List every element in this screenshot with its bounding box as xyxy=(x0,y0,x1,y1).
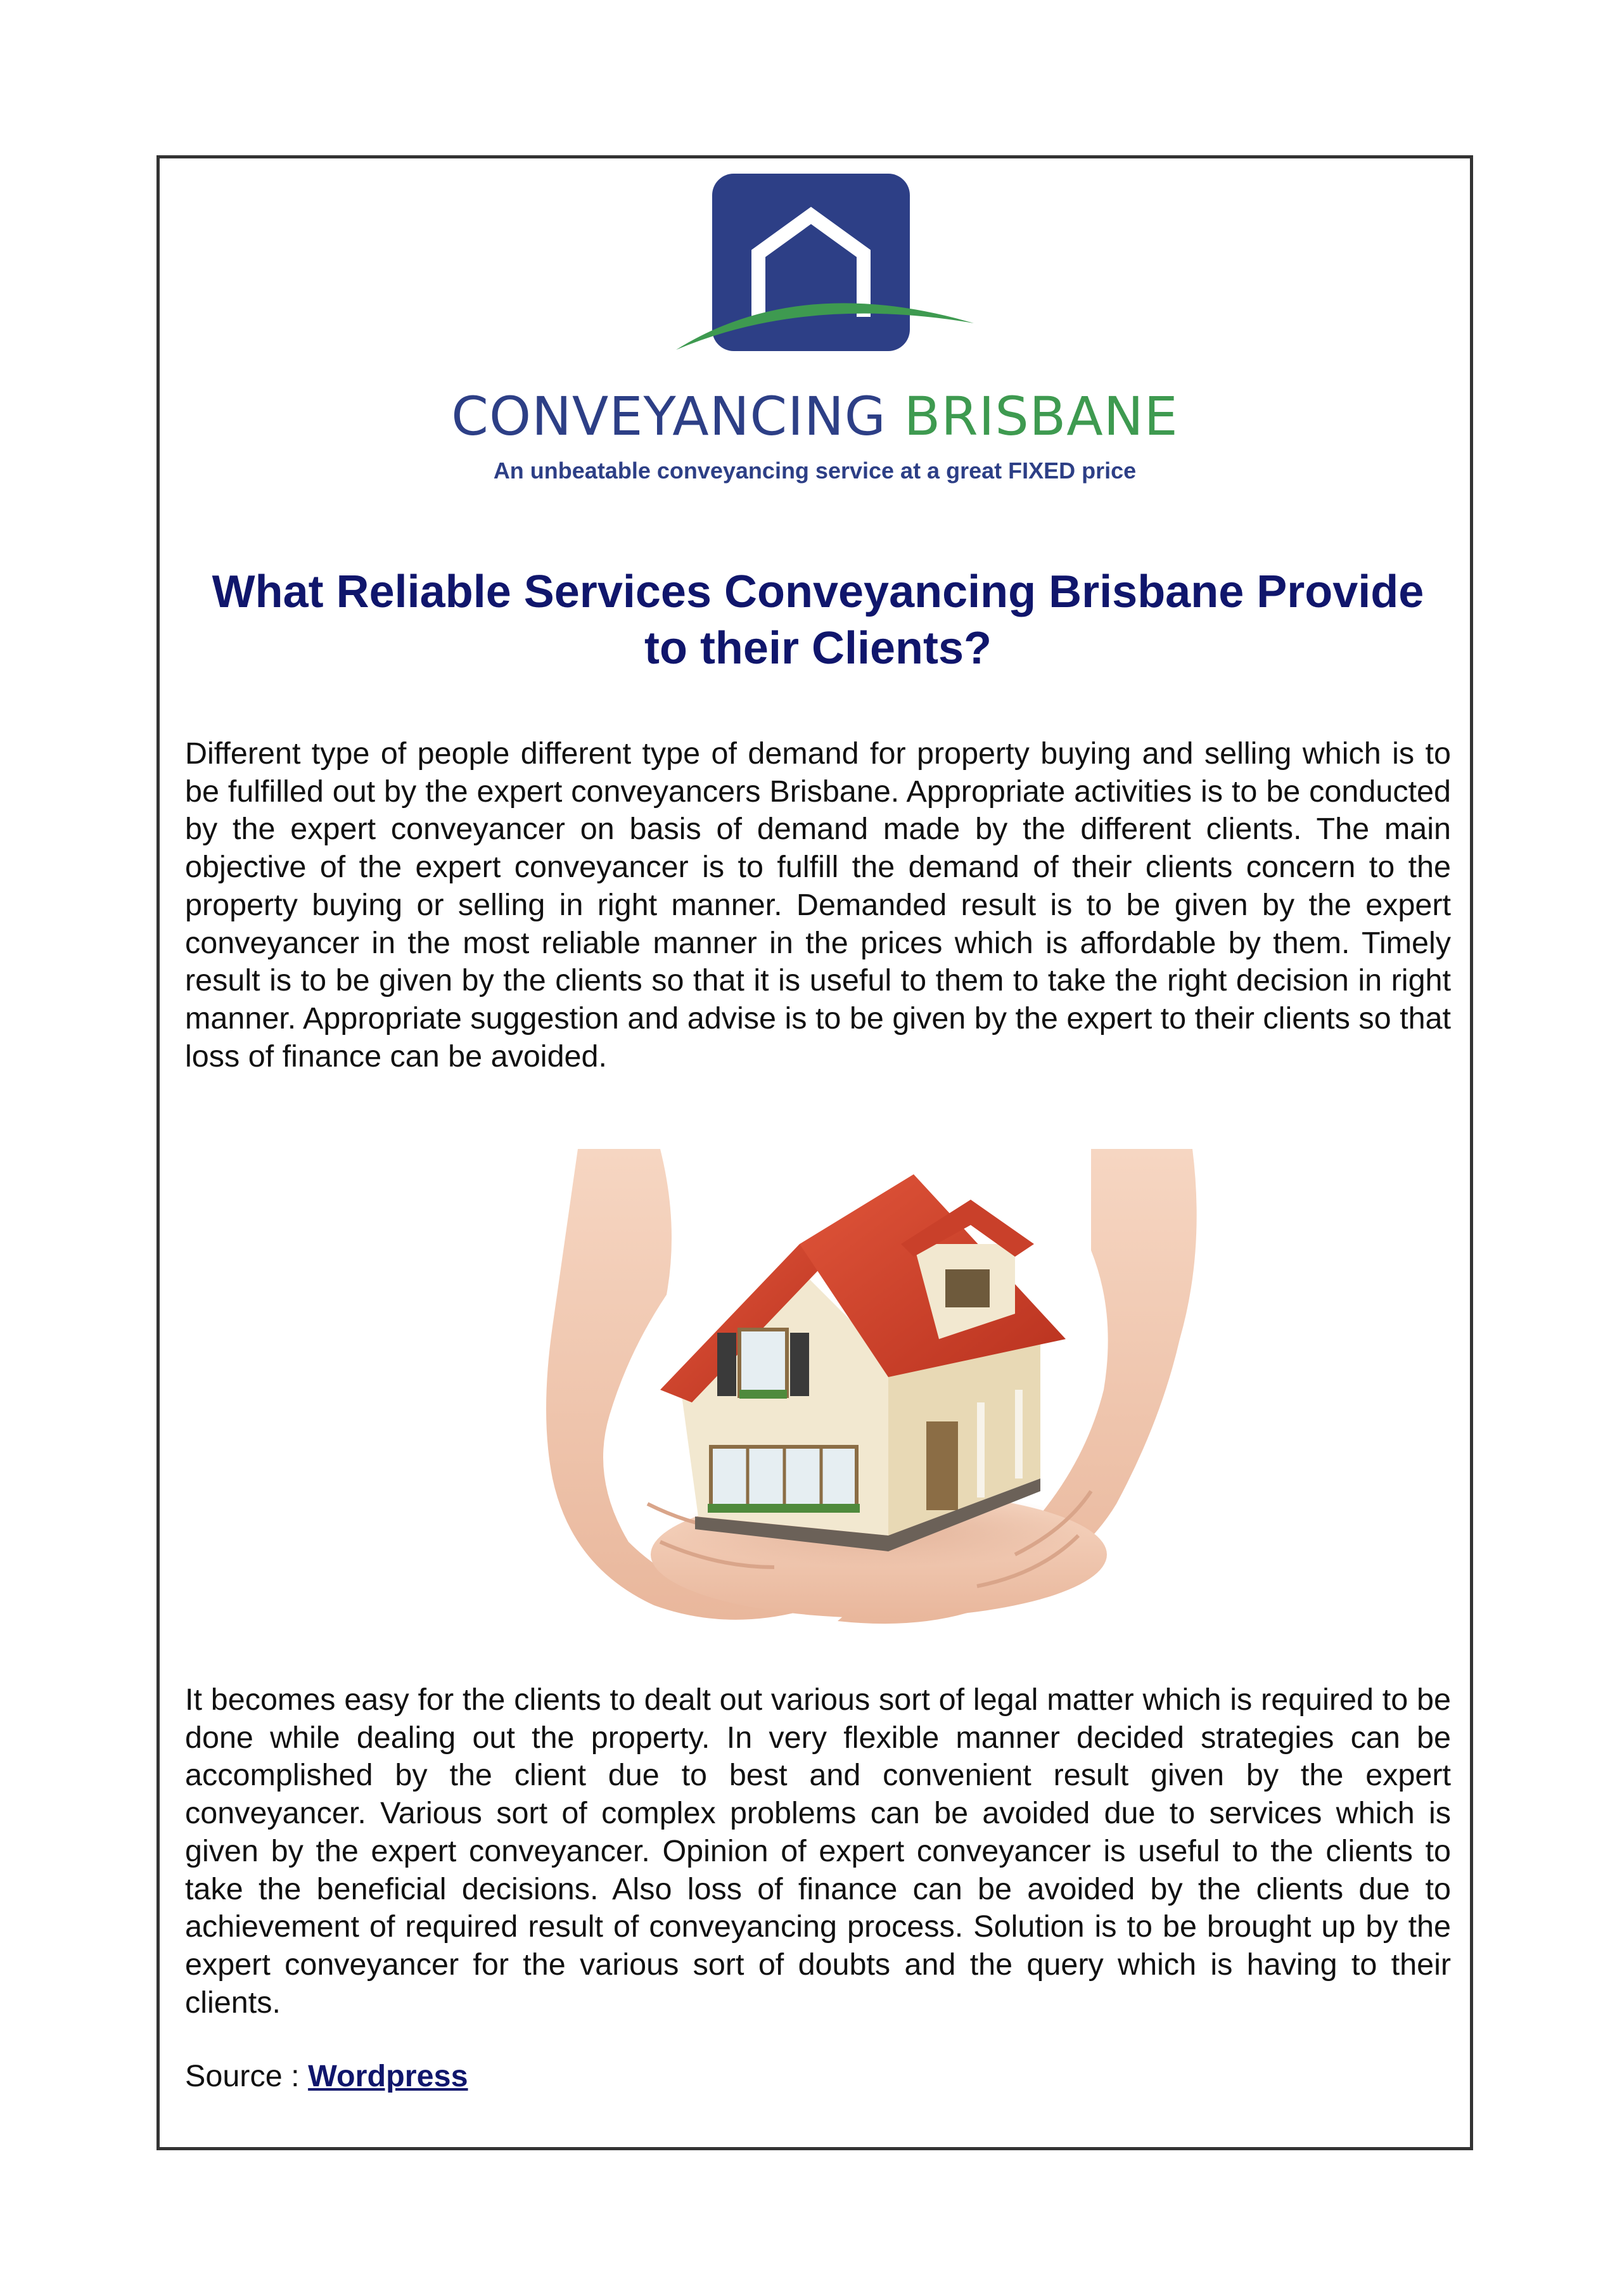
hands-holding-house-image xyxy=(533,1149,1224,1643)
article-title: What Reliable Services Conveyancing Brisbane Provide to their Clients? xyxy=(212,567,1424,674)
article-paragraph-2: It becomes easy for the clients to dealt out various sort of legal matter which is required to be done while dealing out the property. In very flexible manner decided strategies can be accomplished by the client due to best and convenient result given by the expert conveyancer. Various sort of complex problems can be avoided due to services which is given by the expert conveyancer. Opinion of expert conveyancer is useful to the clients to take the beneficial decisions. Also loss of finance can be avoided by the clients due to achievement of required result of conveyancing process. Solution is to be brought up by the expert conveyancer for the various sort of doubts and the query which is having to their clients. xyxy=(185,1683,1451,2020)
brand-word-brisbane: BRISBANE xyxy=(904,385,1178,447)
brand-word-conveyancing: CONVEYANCING xyxy=(451,385,886,447)
brand-name xyxy=(160,385,1470,447)
house-logo-icon xyxy=(160,171,1476,387)
document-frame xyxy=(156,155,1473,2150)
source-label: Source : xyxy=(185,2059,309,2093)
source-line xyxy=(185,2057,468,2095)
brand-tagline: An unbeatable conveyancing service at a great FIXED price xyxy=(493,458,1137,484)
article-paragraph-1: Different type of people different type of demand for property buying and selling which is to be fulfilled out by the expert conveyancers Brisbane. Appropriate activities is to be conducted by the expert conveyancer on basis of demand made by the different clients. The main objective of the expert conveyancer is to fulfill the demand of their clients concern to the property buying or selling in right manner. Demanded result is to be given by the expert conveyancer in the most reliable manner in the prices which is affordable by them. Timely result is to be given by the clients so that it is useful to them to take the right decision in right manner. Appropriate suggestion and advise is to be given by the expert to their clients so that loss of finance can be avoided. xyxy=(185,736,1451,1074)
source-link[interactable]: Wordpress xyxy=(308,2059,468,2093)
